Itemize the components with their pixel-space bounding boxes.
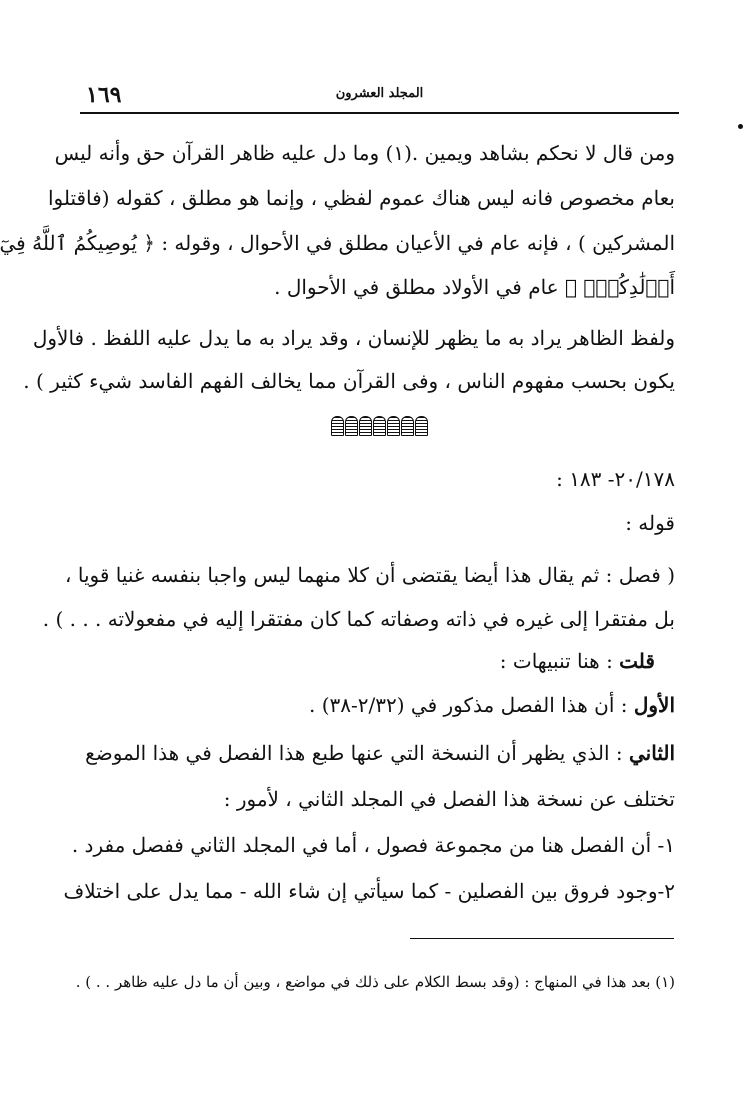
paragraph-line: يكون بحسب مفهوم الناس ، وفى القرآن مما يخالف الفهم الفاسد شيء كثير ) . [23,369,675,393]
second-note-label: الثاني [628,741,675,765]
quoted-text-line: ( فصل : ثم يقال هذا أيضا يقتضى أن كلا منهما ليس واجبا بنفسه غنيا قويا ، [65,563,675,587]
section-divider-ornament [4,416,755,442]
qult-line [78,646,655,676]
list-item: ٢-وجود فروق بين الفصلين - كما سيأتي إن شاء الله - مما يدل على اختلاف [63,879,675,903]
paragraph-line: بعام مخصوص فانه ليس هناك عموم لفظي ، وإنما هو مطلق ، كقوله (فاقتلوا [47,186,675,210]
paragraph-line: ولفظ الظاهر يراد به ما يظهر للإنسان ، وقد يراد به ما يدل عليه اللفظ . فالأول [32,326,675,350]
reference-line: ٢٠/١٧٨- ١٨٣ : [556,467,675,491]
first-note-label: الأول [633,693,675,717]
footnote: (١) بعد هذا في المنهاج : (وقد بسط الكلام على ذلك في مواضع ، وبين أن ما دل عليه ظاهر . . ) . [75,973,675,991]
page-header [80,82,679,114]
second-note-text: : الذي يظهر أن النسخة التي عنها طبع هذا الفصل في هذا الموضع [85,741,623,765]
footnote-separator [410,938,674,939]
qawluh-label: قوله : [625,511,675,535]
margin-dot [738,124,743,129]
second-note-line [78,738,675,768]
second-note-continuation: تختلف عن نسخة هذا الفصل في المجلد الثاني ، لأمور : [223,787,675,811]
paragraph-line: المشركين ) ، فإنه عام في الأعيان مطلق في الأحوال ، وقوله : ﴿ يُوصِيكُمُ ٱللَّهُ فِيٓ [0,231,675,255]
qult-text: : هنا تنبيهات : [499,649,613,673]
page-number: ١٦٩ [86,82,122,108]
paragraph-line: أَوۡلَٰدِكُمۡۖ ﴾ عام في الأولاد مطلق في الأحوال . [274,275,675,299]
qult-label: قلت [619,649,655,673]
quoted-text-line: بل مفتقرا إلى غيره في ذاته وصفاته كما كان مفتقرا إليه في مفعولاته . . . ) . [42,607,675,631]
paragraph-line: ومن قال لا نحكم بشاهد ويمين .(١) وما دل عليه ظاهر القرآن حق وأنه ليس [54,141,675,165]
running-title: المجلد العشرون [335,86,424,101]
first-note-line [78,690,675,720]
first-note-text: : أن هذا الفصل مذكور في (٢/٣٢-٣٨) . [308,693,628,717]
list-item: ١- أن الفصل هنا من مجموعة فصول ، أما في المجلد الثاني ففصل مفرد . [71,833,675,857]
